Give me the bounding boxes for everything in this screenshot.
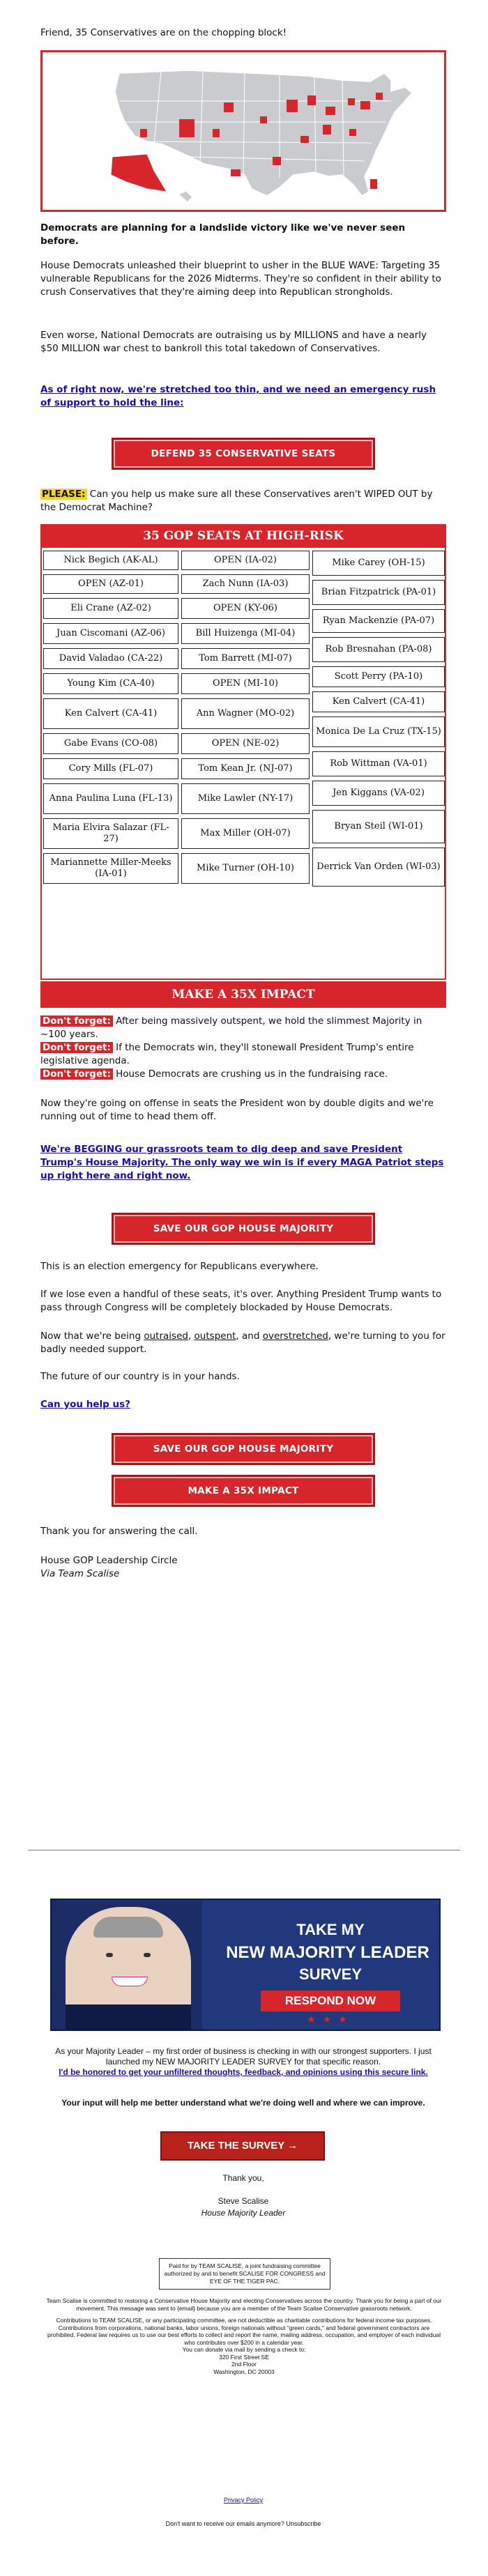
dont-forget-tag: Don't forget: <box>40 1068 113 1080</box>
address-2: 2nd Floor <box>231 2361 257 2368</box>
seat-cell: Tom Barrett (MI-07) <box>181 648 310 669</box>
seat-cell: Rob Bresnahan (PA-08) <box>312 637 445 662</box>
legal-1: Team Scalise is committed to restoring a Conservative House Majority and electing Conservatives across the country. Thank you for being a part of our movement. This message was sent to {email} because you are a member of the Team Scalise Conservative grassroots network. <box>46 2297 442 2312</box>
seat-cell: Tom Kean Jr. (NJ-07) <box>181 758 310 779</box>
seat-cell: David Valadao (CA-22) <box>43 648 178 669</box>
seat-cell: Zach Nunn (IA-03) <box>181 574 310 594</box>
seat-cell: Ken Calvert (CA-41) <box>43 698 178 729</box>
defend-seats-button[interactable]: DEFEND 35 CONSERVATIVE SEATS <box>112 438 375 470</box>
legal-2: Contributions to TEAM SCALISE, or any participating committee, are not deductible as charitable contributions for federal income tax purposes. Contributions from corporations, national banks, labor unions, foreign nationals without "green cards," and federal government contractors are prohibited. Federal law requires us to use our best efforts to collect and report the name, mailing address, occupation, and employer of each individual who contributes over $200 in a calendar year. <box>47 2317 441 2346</box>
respond-now-button[interactable]: RESPOND NOW <box>261 1991 400 2011</box>
dont-forget-text-3: House Democrats are crushing us in the fundraising race. <box>112 1068 388 1080</box>
seats-table <box>40 548 446 980</box>
please-paragraph <box>40 488 446 514</box>
save-majority-button[interactable]: SAVE OUR GOP HOUSE MAJORITY <box>112 1213 375 1245</box>
paragraph-2: Even worse, National Democrats are outraising us by MILLIONS and have a nearly $50 MILLION war chest to bankroll this total takedown of Conservatives. <box>40 330 427 354</box>
seat-cell: Derrick Van Orden (WI-03) <box>312 848 445 887</box>
seat-cell: Ann Wagner (MO-02) <box>181 698 310 729</box>
seat-cell: OPEN (NE-02) <box>181 733 310 754</box>
seat-cell: Brian Fitzpatrick (PA-01) <box>312 580 445 605</box>
banner-line-3: SURVEY <box>298 1965 363 1983</box>
star-decoration-icon: ★★★ <box>307 2014 354 2025</box>
intro-line: Friend, 35 Conservatives are on the chopping block! <box>40 27 287 38</box>
paragraph-3: Now they're going on offense in seats the President won by double digits and we're running out of time to head them off. <box>40 1098 434 1122</box>
dont-forget-2 <box>40 1041 446 1068</box>
address-1: 320 First Street SE <box>219 2353 269 2361</box>
seat-cell: Ryan Mackenzie (PA-07) <box>312 609 445 633</box>
paragraph-4: This is an election emergency for Republicans everywhere. <box>40 1261 319 1272</box>
survey-input-line: Your input will help me better understand what we're doing well and where we can improve. <box>61 2098 425 2108</box>
avatar <box>66 1907 191 2030</box>
save-majority-button-2[interactable]: SAVE OUR GOP HOUSE MAJORITY <box>112 1433 375 1465</box>
seat-cell: Young Kim (CA-40) <box>43 673 178 694</box>
seat-cell: Mike Turner (OH-10) <box>181 853 310 884</box>
survey-paragraph: As your Majority Leader – my first order of business is checking in with our strongest supporters. I just launched my NEW MAJORITY LEADER SURVEY for that specific reason. <box>55 2046 432 2067</box>
please-tag: PLEASE: <box>42 489 86 500</box>
seat-cell: Anna Paulina Luna (FL-13) <box>43 783 178 814</box>
paid-by-box <box>159 2258 330 2290</box>
impact-band: MAKE A 35X IMPACT <box>40 981 446 1008</box>
paragraph-6: Now that we're being outraised, outspent, and overstretched, we're turning to you for badly needed support. <box>40 1331 445 1355</box>
dont-forget-tag: Don't forget: <box>40 1042 113 1053</box>
dont-forget-1 <box>40 1015 446 1041</box>
banner-line-1: TAKE MY <box>296 1921 365 1938</box>
survey-banner[interactable] <box>50 1899 441 2031</box>
mail-label: You can donate via mail by sending a check to: <box>182 2346 306 2353</box>
seat-cell: Cory Mills (FL-07) <box>43 758 178 779</box>
signature-via: Via Team Scalise <box>40 1568 120 1579</box>
help-link[interactable]: Can you help us? <box>40 1399 130 1410</box>
unsubscribe-link[interactable]: Don't want to receive our emails anymore? Unsubscribe <box>165 2520 321 2527</box>
survey-link[interactable]: I'd be honored to get your unfiltered thoughts, feedback, and opinions using this secure link. <box>59 2067 428 2077</box>
seat-cell: Mike Lawler (NY-17) <box>181 783 310 814</box>
paragraph-7: The future of our country is in your hands. <box>40 1371 240 1382</box>
seat-cell: Bill Huizenga (MI-04) <box>181 623 310 644</box>
headline: Democrats are planning for a landslide victory like we've never seen before. <box>40 222 406 247</box>
seat-cell: Max Miller (OH-07) <box>181 818 310 849</box>
thanks-line: Thank you for answering the call. <box>40 1526 198 1537</box>
dont-forget-tag: Don't forget: <box>40 1015 113 1027</box>
seat-cell: Nick Begich (AK-AL) <box>43 551 178 570</box>
seat-cell: OPEN (MI-10) <box>181 673 310 694</box>
seat-cell: Gabe Evans (CO-08) <box>43 733 178 754</box>
seat-cell: Scott Perry (PA-10) <box>312 666 445 687</box>
footer-name: Steve Scalise <box>218 2196 269 2206</box>
seat-cell: Rob Wittman (VA-01) <box>312 751 445 776</box>
seat-cell: Maria Elvira Salazar (FL-27) <box>43 818 178 849</box>
impact-button[interactable]: MAKE A 35X IMPACT <box>112 1475 375 1507</box>
address-3: Washington, DC 20003 <box>213 2368 275 2375</box>
paragraph-1: House Democrats unleashed their blueprint to usher in the BLUE WAVE: Targeting 35 vulnerable Republicans for the 2026 Midterms. They're so confident in their ability to crush Conservatives that they're aiming deep into Republican strongholds. <box>40 260 441 298</box>
seat-cell: Mariannette Miller-Meeks (IA-01) <box>43 853 178 884</box>
dont-forget-3 <box>40 1068 446 1081</box>
begging-link[interactable]: We're BEGGING our grassroots team to dig deep and save President Trump's House Majority. The only way we win is if every MAGA Patriot steps up right here and right now. <box>40 1144 444 1181</box>
district-map[interactable] <box>40 50 446 212</box>
seat-cell: Ken Calvert (CA-41) <box>312 691 445 712</box>
privacy-link[interactable]: Privacy Policy <box>223 2497 263 2504</box>
please-text: Can you help us make sure all these Conservatives aren't WIPED OUT by the Democrat Machine? <box>40 489 433 513</box>
banner-line-2: NEW MAJORITY LEADER <box>226 1943 429 1962</box>
take-survey-button[interactable]: TAKE THE SURVEY → <box>160 2131 325 2161</box>
dont-forget-text-1: After being massively outspent, we hold the slimmest Majority in ~100 years. <box>40 1015 422 1040</box>
seat-cell: Juan Ciscomani (AZ-06) <box>43 623 178 644</box>
seat-cell: Monica De La Cruz (TX-15) <box>312 716 445 747</box>
seat-cell: Eli Crane (AZ-02) <box>43 598 178 619</box>
paragraph-5: If we lose even a handful of these seats, it's over. Anything President Trump wants to pass through Congress will be completely blockaded by House Democrats. <box>40 1289 442 1313</box>
seat-cell: Jen Kiggans (VA-02) <box>312 781 445 806</box>
paid-by-text: Paid for by TEAM SCALISE, a joint fundraising committee authorized by and to benefit SCALISE FOR CONGRESS and EYE OF THE TIGER PAC. <box>164 2262 326 2285</box>
us-map-icon <box>43 52 444 210</box>
seats-table-title: 35 GOP SEATS AT HIGH-RISK <box>40 524 446 548</box>
seat-cell: OPEN (IA-02) <box>181 551 310 570</box>
dont-forget-text-2: If the Democrats win, they'll stonewall President Trump's entire legislative agenda. <box>40 1042 414 1066</box>
seat-cell: OPEN (KY-06) <box>181 598 310 619</box>
support-link[interactable]: As of right now, we're stretched too thin, and we need an emergency rush of support to hold the line: <box>40 384 436 408</box>
seat-cell: Mike Carey (OH-15) <box>312 551 445 576</box>
footer-thanks: Thank you, <box>222 2173 264 2183</box>
footer-title: House Majority Leader <box>201 2208 286 2218</box>
seat-cell: Bryan Steil (WI-01) <box>312 810 445 843</box>
seat-cell: OPEN (AZ-01) <box>43 574 178 594</box>
signature-org: House GOP Leadership Circle <box>40 1555 178 1566</box>
